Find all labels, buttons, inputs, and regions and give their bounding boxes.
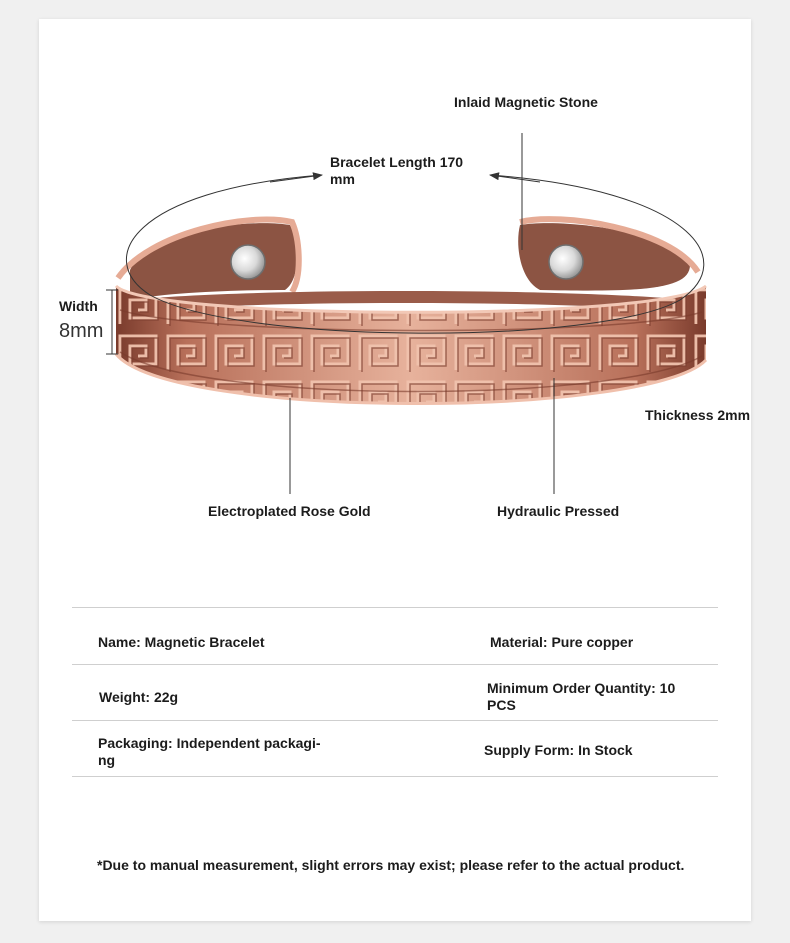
spec-moq-line1: Minimum Order Quantity: 10 [487, 680, 676, 696]
cuff-inner-right [518, 223, 690, 290]
length-label-line1: Bracelet Length 170 [330, 154, 464, 170]
width-value: 8mm [59, 320, 104, 342]
cuff-inner-left [130, 223, 297, 300]
spec-supply-form: Supply Form: In Stock [484, 742, 633, 758]
rose-gold-label: Electroplated Rose Gold [208, 503, 371, 519]
width-label: Width [59, 298, 98, 314]
magnetic-stone-right [549, 245, 583, 279]
spec-name: Name: Magnetic Bracelet [98, 634, 265, 650]
hydraulic-label: Hydraulic Pressed [497, 503, 620, 519]
thickness-label: Thickness 2mm [645, 407, 751, 423]
spec-packaging-line1: Packaging: Independent packagi- [98, 735, 321, 751]
spec-weight: Weight: 22g [99, 689, 179, 705]
spec-row [72, 607, 718, 664]
spec-moq-line2: PCS [487, 697, 516, 713]
inlaid-stone-label: Inlaid Magnetic Stone [454, 94, 598, 110]
spec-table [72, 607, 718, 777]
spec-row [72, 664, 718, 720]
spec-packaging-line2: ng [98, 752, 116, 768]
spec-row [72, 720, 718, 777]
disclaimer-footnote: *Due to manual measurement, slight errors may exist; please refer to the actual product. [97, 857, 685, 873]
magnetic-stone-left [231, 245, 265, 279]
length-label-line2: mm [330, 171, 355, 187]
spec-material: Material: Pure copper [490, 634, 634, 650]
